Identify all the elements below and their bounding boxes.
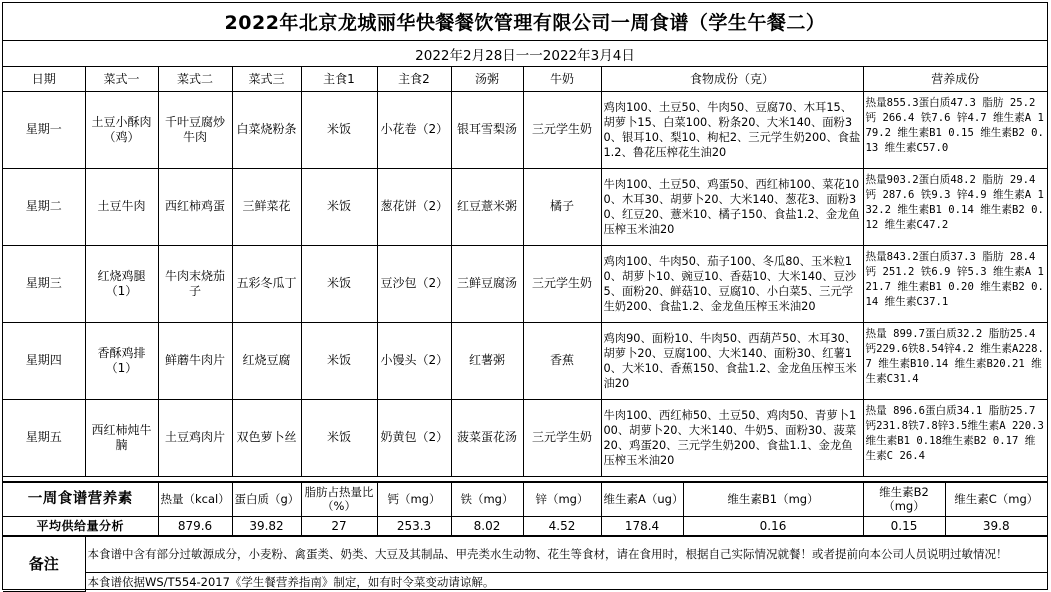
ingredients-cell: 牛肉100、西红柿50、土豆50、鸡肉50、青萝卜100、胡萝卜20、大米140、牛奶5、面粉30、菠菜20、鸡蛋20、三元学生奶200、食盐1.1、金龙鱼压榨玉米油20: [601, 399, 863, 476]
nutrition-cell: 热量 899.7蛋白质32.2 脂肪25.4 钙229.6铁8.54锌4.2 维生素A228.7 维生素B10.14 维生素B20.21 维生素C31.4: [863, 322, 1047, 399]
summary-header-row: [3, 482, 1047, 516]
summary-value-vitamin-b1: 0.16: [683, 516, 863, 536]
nutrition-cell: 热量903.2蛋白质48.2 脂肪 29.4 钙 287.6 铁9.3 锌4.9 维生素A 132.2 维生素B1 0.14 维生素B2 0.12 维生素C47.2: [863, 168, 1047, 245]
allergen-note: 本食谱中含有部分过敏源成分，小麦粉、禽蛋类、奶类、大豆及其制品、甲壳类水生动物、花生等食材，请在食用时，根据自己实际情况就餐！或者提前向本公司人员说明过敏情况！: [85, 536, 1047, 573]
ingredients-cell: 牛肉100、土豆50、鸡蛋50、西红柿100、菜花100、木耳30、胡萝卜20、大米140、葱花3、面粉30、红豆20、薏米10、橘子150、食盐1.2、金龙鱼压榨玉米油20: [601, 168, 863, 245]
day-cell: 星期四: [3, 322, 85, 399]
staple1-cell: 米饭: [301, 168, 377, 245]
summary-header-protein: 蛋白质（g）: [232, 482, 301, 516]
col-header-date: 日期: [3, 67, 85, 91]
table-row: [3, 322, 1047, 399]
summary-header-iron: 铁（mg）: [451, 482, 523, 516]
summary-row-label: 平均供给量分析: [3, 516, 158, 536]
nutrition-cell: 热量843.2蛋白质37.3 脂肪 28.4 钙 251.2 铁6.9 锌5.3 维生素A 121.7 维生素B1 0.20 维生素B2 0.14 维生素C37.1: [863, 245, 1047, 322]
summary-header-vitamin-a: 维生素A（ug）: [601, 482, 683, 516]
summary-header-calcium: 钙（mg）: [377, 482, 451, 516]
dish3-cell: 白菜烧粉条: [232, 91, 301, 168]
ingredients-cell: 鸡肉100、牛肉50、茄子100、冬瓜80、玉米粒10、胡萝卜10、豌豆10、香菇10、大米140、豆沙5、面粉20、鲜菇10、豆腐10、小白菜5、三元学生奶200、食盐1.2、金龙鱼压榨玉米油20: [601, 245, 863, 322]
soup-cell: 红豆薏米粥: [451, 168, 523, 245]
milk-cell: 橘子: [523, 168, 601, 245]
summary-value-vitamin-b2: 0.15: [863, 516, 945, 536]
dish2-cell: 西红柿鸡蛋: [158, 168, 232, 245]
day-cell: 星期二: [3, 168, 85, 245]
col-header-dish3: 菜式三: [232, 67, 301, 91]
ingredients-cell: 鸡肉90、面粉10、牛肉50、西葫芦50、木耳30、胡萝卜20、豆腐100、大米140、面粉30、红薯10、大米10、香蕉150、食盐1.2、金龙鱼压榨玉米油20: [601, 322, 863, 399]
date-range: 2022年2月28日一一2022年3月4日: [3, 41, 1047, 67]
staple2-cell: 葱花饼（2）: [377, 168, 451, 245]
staple2-cell: 豆沙包（2）: [377, 245, 451, 322]
dish1-cell: 香酥鸡排（1）: [85, 322, 158, 399]
dish3-cell: 五彩冬瓜丁: [232, 245, 301, 322]
summary-header-vitamin-b1: 维生素B1（mg）: [683, 482, 863, 516]
ingredients-cell: 鸡肉100、土豆50、牛肉50、豆腐70、木耳15、胡萝卜15、白菜100、粉条20、大米140、面粉30、银耳10、梨10、枸杞2、三元学生奶200、食盐1.2、鲁花压榨花生油20: [601, 91, 863, 168]
staple1-cell: 米饭: [301, 91, 377, 168]
summary-value-energy: 879.6: [158, 516, 232, 536]
dish1-cell: 红烧鸡腿（1）: [85, 245, 158, 322]
staple1-cell: 米饭: [301, 245, 377, 322]
dish1-cell: 土豆牛肉: [85, 168, 158, 245]
notes-row: [3, 573, 1047, 592]
col-header-dish1: 菜式一: [85, 67, 158, 91]
summary-value-vitamin-c: 39.8: [945, 516, 1047, 536]
nutrition-summary-table: [3, 481, 1047, 537]
summary-header-vitamin-b2: 维生素B2（mg）: [863, 482, 945, 516]
dish2-cell: 牛肉末烧茄子: [158, 245, 232, 322]
milk-cell: 三元学生奶: [523, 399, 601, 476]
table-row: [3, 245, 1047, 322]
dish3-cell: 红烧豆腐: [232, 322, 301, 399]
dish2-cell: 鲜蘑牛肉片: [158, 322, 232, 399]
summary-value-zinc: 4.52: [523, 516, 601, 536]
summary-value-fat-ratio: 27: [301, 516, 377, 536]
nutrition-cell: 热量 896.6蛋白质34.1 脂肪25.7 钙231.8铁7.8锌3.5维生素A 220.3维生素B1 0.18维生素B2 0.17 维生素C 26.4: [863, 399, 1047, 476]
col-header-soup: 汤粥: [451, 67, 523, 91]
summary-value-iron: 8.02: [451, 516, 523, 536]
header-row: [3, 67, 1047, 91]
summary-row-label: 一周食谱营养素: [3, 482, 158, 516]
summary-header-energy: 热量（kcal）: [158, 482, 232, 516]
table-row: [3, 399, 1047, 476]
notes-row: [3, 536, 1047, 573]
staple2-cell: 奶黄包（2）: [377, 399, 451, 476]
milk-cell: 三元学生奶: [523, 91, 601, 168]
col-header-milk: 牛奶: [523, 67, 601, 91]
day-cell: 星期三: [3, 245, 85, 322]
col-header-ingredients: 食物成份（克）: [601, 67, 863, 91]
day-cell: 星期五: [3, 399, 85, 476]
col-header-nutrition: 营养成份: [863, 67, 1047, 91]
soup-cell: 红薯粥: [451, 322, 523, 399]
summary-value-protein: 39.82: [232, 516, 301, 536]
menu-sheet: [2, 2, 1048, 590]
notes-table: [3, 535, 1047, 592]
soup-cell: 菠菜蛋花汤: [451, 399, 523, 476]
milk-cell: 三元学生奶: [523, 245, 601, 322]
table-row: [3, 168, 1047, 245]
staple1-cell: 米饭: [301, 399, 377, 476]
soup-cell: 三鲜豆腐汤: [451, 245, 523, 322]
col-header-staple2: 主食2: [377, 67, 451, 91]
summary-value-calcium: 253.3: [377, 516, 451, 536]
summary-value-vitamin-a: 178.4: [601, 516, 683, 536]
col-header-dish2: 菜式二: [158, 67, 232, 91]
guideline-note: 本食谱依据WS/T554-2017《学生餐营养指南》制定，如有时令菜变动请谅解。: [85, 573, 1047, 592]
soup-cell: 银耳雪梨汤: [451, 91, 523, 168]
weekly-menu-table: [3, 67, 1047, 477]
staple2-cell: 小花卷（2）: [377, 91, 451, 168]
dish2-cell: 千叶豆腐炒牛肉: [158, 91, 232, 168]
col-header-staple1: 主食1: [301, 67, 377, 91]
dish1-cell: 土豆小酥肉（鸡）: [85, 91, 158, 168]
staple2-cell: 小馒头（2）: [377, 322, 451, 399]
summary-header-vitamin-c: 维生素C（mg）: [945, 482, 1047, 516]
dish2-cell: 土豆鸡肉片: [158, 399, 232, 476]
milk-cell: 香蕉: [523, 322, 601, 399]
staple1-cell: 米饭: [301, 322, 377, 399]
summary-header-fat-ratio: 脂肪占热量比（%）: [301, 482, 377, 516]
notes-label: 备注: [3, 536, 85, 592]
day-cell: 星期一: [3, 91, 85, 168]
page-title: 2022年北京龙城丽华快餐餐饮管理有限公司一周食谱（学生午餐二）: [3, 3, 1047, 41]
summary-header-zinc: 锌（mg）: [523, 482, 601, 516]
nutrition-cell: 热量855.3蛋白质47.3 脂肪 25.2 钙 266.4 铁7.6 锌4.7 维生素A 179.2 维生素B1 0.15 维生素B2 0.13 维生素C57.0: [863, 91, 1047, 168]
summary-values-row: [3, 516, 1047, 536]
table-row: [3, 91, 1047, 168]
dish3-cell: 双色萝卜丝: [232, 399, 301, 476]
dish1-cell: 西红柿炖牛腩: [85, 399, 158, 476]
dish3-cell: 三鲜菜花: [232, 168, 301, 245]
